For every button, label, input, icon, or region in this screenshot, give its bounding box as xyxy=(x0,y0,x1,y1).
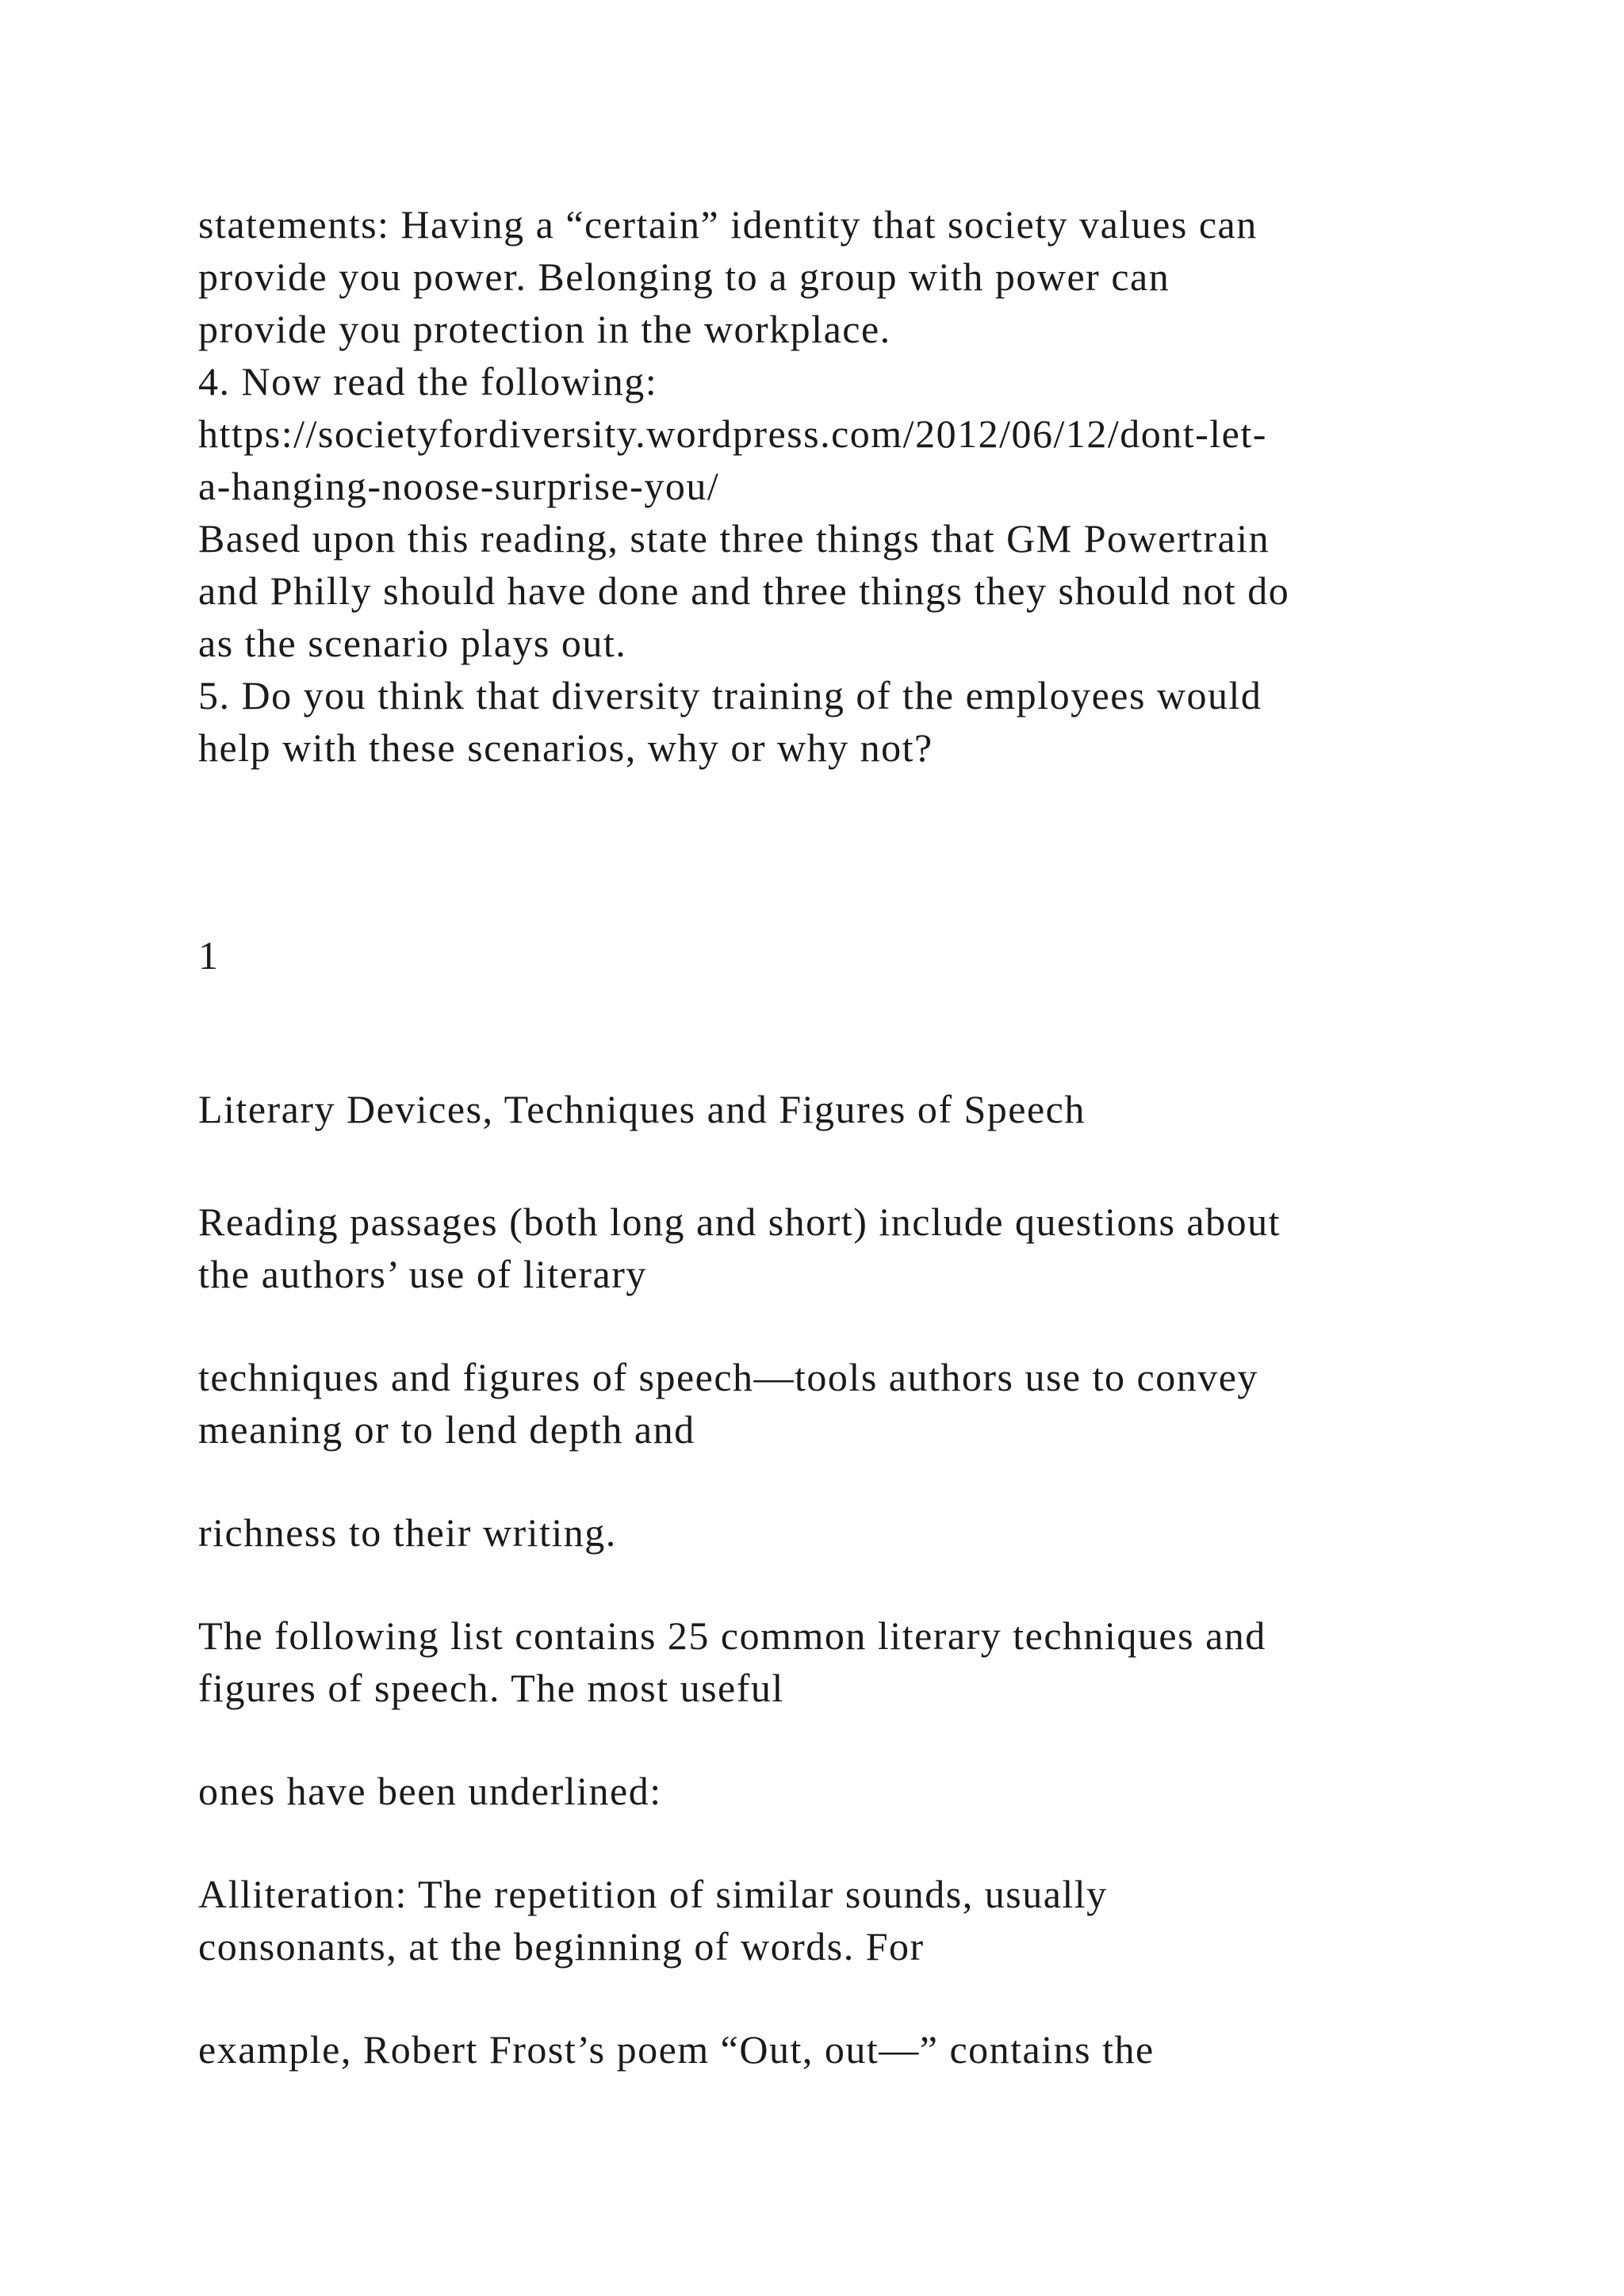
url-line: a-hanging-noose-surprise-you/ xyxy=(198,464,720,508)
text-line: example, Robert Frost’s poem “Out, out—” contains the xyxy=(198,2027,1155,2072)
text-line: meaning or to lend depth and xyxy=(198,1407,695,1452)
page-number: 1 xyxy=(198,933,220,978)
text-line: and Philly should have done and three things they should not do xyxy=(198,568,1290,613)
text-line: The following list contains 25 common literary techniques and xyxy=(198,1613,1266,1658)
text-line: 4. Now read the following: xyxy=(198,359,658,404)
text-line: ones have been underlined: xyxy=(198,1769,662,1813)
text-line: statements: Having a “certain” identity that society values can xyxy=(198,202,1258,247)
text-line: help with these scenarios, why or why not? xyxy=(198,725,933,770)
text-line: 5. Do you think that diversity training of the employees would xyxy=(198,673,1262,718)
text-line: techniques and figures of speech—tools authors use to convey xyxy=(198,1355,1258,1399)
text-line: Based upon this reading, state three things that GM Powertrain xyxy=(198,516,1270,561)
url-line: https://societyfordiversity.wordpress.com/2012/06/12/dont-let- xyxy=(198,411,1267,456)
section-title: Literary Devices, Techniques and Figures of Speech xyxy=(198,1087,1086,1131)
text-line: as the scenario plays out. xyxy=(198,621,627,665)
text-line: provide you power. Belonging to a group with power can xyxy=(198,254,1170,299)
text-line: Reading passages (both long and short) include questions about xyxy=(198,1200,1281,1244)
text-line: figures of speech. The most useful xyxy=(198,1666,784,1710)
text-line: consonants, at the beginning of words. For xyxy=(198,1924,925,1969)
text-line: the authors’ use of literary xyxy=(198,1252,647,1296)
text-line: richness to their writing. xyxy=(198,1510,617,1555)
text-line: provide you protection in the workplace. xyxy=(198,307,891,351)
text-line: Alliteration: The repetition of similar sounds, usually xyxy=(198,1872,1108,1916)
